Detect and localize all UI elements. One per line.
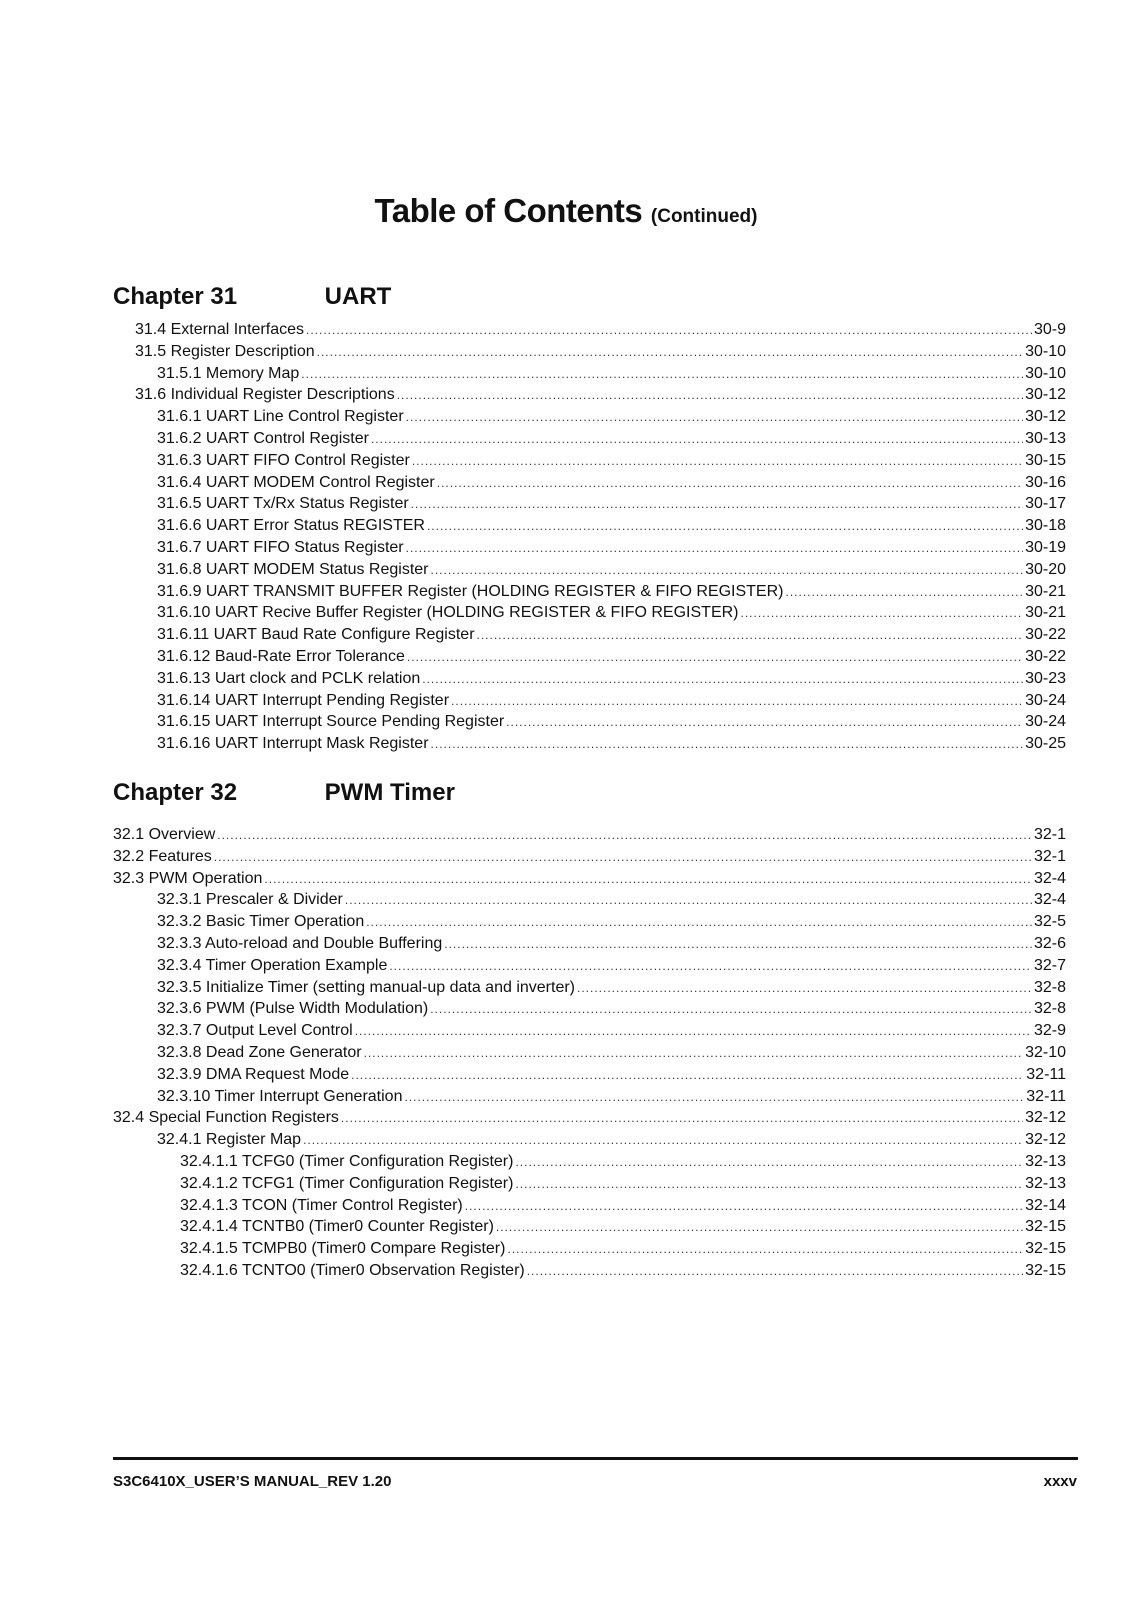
toc-entry-title: 31.6.6 UART Error Status REGISTER [157,517,425,535]
toc-entry-page: 32-1 [1033,847,1066,865]
toc-entry-page: 32-4 [1033,891,1066,909]
toc-entry-title: 32.1 Overview [113,826,216,843]
toc-entry-title: 31.6.10 UART Recive Buffer Register (HOLDING REGISTER & FIFO REGISTER) [157,604,739,622]
toc-dot-leader [515,1155,1023,1169]
toc-entry-title: 31.6.11 UART Baud Rate Configure Register [157,626,475,644]
toc-entry-page: 30-24 [1025,713,1066,731]
toc-dot-leader [371,432,1023,446]
toc-dot-leader [407,650,1023,664]
toc-entry[interactable] [157,561,1066,583]
footer-page-number: xxxv [1043,1473,1077,1490]
toc-entry-title: 32.4.1.5 TCMPB0 (Timer0 Compare Register) [180,1240,506,1258]
toc-entry[interactable] [157,474,1066,496]
toc-entry[interactable] [157,1088,1066,1110]
toc-dot-leader [264,872,1032,886]
toc-entry-title: 31.5 Register Description [135,342,315,360]
toc-entry-page: 32-6 [1033,935,1066,952]
toc-entry-title: 31.6.13 Uart clock and PCLK relation [157,669,421,687]
toc-dot-leader [217,828,1032,842]
toc-entry-page: 32-11 [1026,1087,1066,1105]
toc-entry-page: 30-12 [1025,386,1066,404]
toc-entry-page: 30-19 [1025,539,1066,556]
toc-entry[interactable] [157,979,1066,1001]
toc-entry-title: 32.3 PWM Operation [113,869,263,887]
toc-dot-leader [430,1002,1032,1016]
toc-dot-leader [451,694,1023,708]
toc-entry-title: 31.5.1 Memory Map [157,364,300,382]
toc-dot-leader [496,1220,1023,1234]
toc-entry-page: 30-18 [1025,517,1066,535]
toc-entry-page: 32-8 [1033,1000,1066,1018]
toc-entry[interactable] [180,1197,1066,1219]
toc-dot-leader [345,893,1032,907]
chapter-name: UART [324,283,392,310]
toc-entry-page: 32-9 [1033,1022,1066,1040]
toc-entry-page: 32-15 [1025,1240,1066,1258]
toc-entry-title: 32.3.4 Timer Operation Example [157,956,388,974]
toc-dot-leader [303,1133,1023,1147]
chapter-name: PWM Timer [324,779,455,806]
title-main: Table of Contents [374,192,643,229]
toc-entry-page: 30-15 [1025,451,1066,469]
toc-dot-leader [317,345,1023,359]
footer-manual-title: S3C6410X_USER’S MANUAL_REV 1.20 [113,1473,392,1490]
toc-entry-page: 32-13 [1025,1153,1066,1170]
toc-entry-title: 31.6.4 UART MODEM Control Register [157,473,435,491]
toc-entry-page: 32-13 [1025,1174,1066,1192]
toc-dot-leader [406,541,1023,555]
toc-entry[interactable] [157,495,1066,517]
toc-entry-page: 32-8 [1033,978,1066,996]
toc-entry[interactable] [180,1218,1066,1240]
toc-dot-leader [397,388,1023,402]
toc-dot-leader [741,606,1024,620]
toc-entry[interactable] [135,343,1066,365]
toc-entry-page: 32-11 [1026,1065,1066,1083]
toc-entry-page: 32-1 [1033,826,1066,843]
toc-entry[interactable] [157,648,1066,670]
toc-dot-leader [404,1090,1024,1104]
toc-entry-page: 30-22 [1025,626,1066,644]
toc-entry-title: 31.6.9 UART TRANSMIT BUFFER Register (HOLDING REGISTER & FIFO REGISTER) [157,582,784,600]
toc-dot-leader [306,323,1032,337]
toc-entry-title: 32.4.1 Register Map [157,1131,302,1149]
toc-entry-page: 32-15 [1025,1262,1066,1279]
toc-dot-leader [427,519,1023,533]
toc-entry-page: 32-10 [1025,1044,1066,1061]
toc-dot-leader [411,497,1023,511]
toc-entry[interactable] [157,604,1066,626]
toc-dot-leader [214,850,1032,864]
toc-entry-page: 30-21 [1025,582,1066,600]
toc-entry-title: 32.4.1.4 TCNTB0 (Timer0 Counter Register) [180,1218,494,1236]
toc-entry[interactable] [180,1240,1066,1262]
toc-entry[interactable] [157,1000,1066,1022]
toc-entry-page: 30-10 [1025,364,1066,382]
footer-rule [113,1457,1078,1460]
toc-entry[interactable] [113,826,1066,848]
toc-entry-page: 30-16 [1025,473,1066,491]
toc-entry-page: 32-12 [1025,1109,1066,1127]
toc-entry[interactable] [157,365,1066,387]
toc-entry[interactable] [113,848,1066,870]
toc-entry[interactable] [157,713,1066,735]
toc-entry[interactable] [157,692,1066,714]
toc-entry[interactable] [157,1131,1066,1153]
toc-entry[interactable] [157,1022,1066,1044]
toc-entry-title: 31.6.14 UART Interrupt Pending Register [157,691,450,709]
toc-dot-leader [301,367,1023,381]
toc-entry-page: 32-15 [1025,1218,1066,1236]
toc-entry-title: 32.4.1.6 TCNTO0 (Timer0 Observation Register) [180,1262,525,1279]
toc-dot-leader [444,937,1032,951]
toc-entry[interactable] [157,517,1066,539]
toc-entry-title: 31.6.15 UART Interrupt Source Pending Register [157,713,505,731]
toc-entry-title: 31.6.8 UART MODEM Status Register [157,560,429,578]
toc-entry-title: 31.6 Individual Register Descriptions [135,386,395,404]
toc-entry-page: 30-17 [1025,495,1066,513]
toc-dot-leader [431,563,1024,577]
toc-entry-page: 32-7 [1033,956,1066,974]
toc-entry[interactable] [180,1175,1066,1197]
toc-entry[interactable] [157,891,1066,913]
toc-entry[interactable] [157,1044,1066,1066]
toc-dot-leader [341,1111,1023,1125]
toc-dot-leader [506,715,1023,729]
toc-entry-title: 32.4.1.3 TCON (Timer Control Register) [180,1196,463,1214]
toc-dot-leader [577,981,1032,995]
toc-entry[interactable] [157,430,1066,452]
toc-entry-page: 30-21 [1025,604,1066,622]
toc-dot-leader [355,1024,1032,1038]
toc-dot-leader [389,959,1032,973]
toc-dot-leader [507,1242,1023,1256]
toc-entry[interactable] [180,1153,1066,1175]
toc-entry[interactable] [135,321,1066,343]
chapter-32-heading [113,779,455,809]
toc-entry-title: 31.6.1 UART Line Control Register [157,408,404,426]
toc-dot-leader [437,476,1023,490]
toc-entry-title: 32.4.1.1 TCFG0 (Timer Configuration Register) [180,1153,514,1170]
toc-entry-title: 31.6.3 UART FIFO Control Register [157,451,410,469]
toc-entry-title: 31.4 External Interfaces [135,321,304,338]
toc-dot-leader [515,1177,1023,1191]
toc-entry-title: 31.6.2 UART Control Register [157,430,369,447]
toc-entry[interactable] [157,452,1066,474]
toc-dot-leader [366,915,1032,929]
toc-entry-page: 30-10 [1025,342,1066,360]
toc-entry-title: 32.3.2 Basic Timer Operation [157,913,365,931]
chapter-31-heading [113,283,391,313]
toc-entry-page: 30-25 [1025,735,1066,753]
toc-entry[interactable] [157,626,1066,648]
toc-entry[interactable] [157,957,1066,979]
toc-entry-title: 32.3.7 Output Level Control [157,1022,353,1040]
toc-entry[interactable] [157,913,1066,935]
toc-entry-title: 32.3.3 Auto-reload and Double Buffering [157,935,443,952]
title-sub: (Continued) [650,206,758,227]
toc-entry[interactable] [157,583,1066,605]
toc-dot-leader [364,1046,1024,1060]
toc-entry[interactable] [157,539,1066,561]
toc-dot-leader [527,1264,1023,1278]
toc-entry-page: 30-22 [1025,648,1066,665]
toc-dot-leader [785,585,1023,599]
chapter-number: Chapter 31 [113,283,238,310]
toc-entry-title: 32.3.1 Prescaler & Divider [157,891,343,909]
chapter-number: Chapter 32 [113,779,238,806]
toc-entry-title: 32.4.1.2 TCFG1 (Timer Configuration Register) [180,1174,514,1192]
toc-entry-title: 31.6.5 UART Tx/Rx Status Register [157,495,409,513]
toc-entry[interactable] [135,386,1066,408]
toc-entry-title: 32.3.9 DMA Request Mode [157,1065,350,1083]
toc-entry-title: 32.2 Features [113,847,212,865]
toc-dot-leader [406,410,1023,424]
toc-dot-leader [431,737,1024,751]
toc-entry[interactable] [157,408,1066,430]
toc-entry[interactable] [113,1109,1066,1131]
toc-entry-title: 31.6.12 Baud-Rate Error Tolerance [157,648,405,665]
toc-entry-page: 30-12 [1025,408,1066,426]
toc-entry[interactable] [157,670,1066,692]
page-title [0,192,1132,230]
toc-entry[interactable] [157,935,1066,957]
toc-entry-title: 32.3.10 Timer Interrupt Generation [157,1087,403,1105]
toc-dot-leader [422,672,1023,686]
toc-entry-page: 30-24 [1025,691,1066,709]
toc-entry-title: 31.6.7 UART FIFO Status Register [157,539,404,556]
toc-entry[interactable] [157,1066,1066,1088]
toc-entry[interactable] [157,735,1066,757]
toc-entry-page: 30-9 [1033,321,1066,338]
toc-entry-page: 32-4 [1033,869,1066,887]
toc-entry-title: 32.3.6 PWM (Pulse Width Modulation) [157,1000,429,1018]
toc-entry-title: 32.4 Special Function Registers [113,1109,339,1127]
toc-entry-page: 32-14 [1025,1196,1066,1214]
toc-entry[interactable] [113,870,1066,892]
toc-entry-page: 30-13 [1025,430,1066,447]
toc-entry-page: 30-23 [1025,669,1066,687]
toc-dot-leader [412,454,1023,468]
toc-entry-page: 32-12 [1025,1131,1066,1149]
toc-dot-leader [465,1199,1023,1213]
toc-dot-leader [351,1068,1024,1082]
toc-entry[interactable] [180,1262,1066,1284]
toc-dot-leader [477,628,1024,642]
toc-entry-page: 30-20 [1025,560,1066,578]
toc-entry-title: 31.6.16 UART Interrupt Mask Register [157,735,429,753]
toc-entry-page: 32-5 [1033,913,1066,931]
toc-entry-title: 32.3.5 Initialize Timer (setting manual-up data and inverter) [157,978,575,996]
toc-entry-title: 32.3.8 Dead Zone Generator [157,1044,362,1061]
